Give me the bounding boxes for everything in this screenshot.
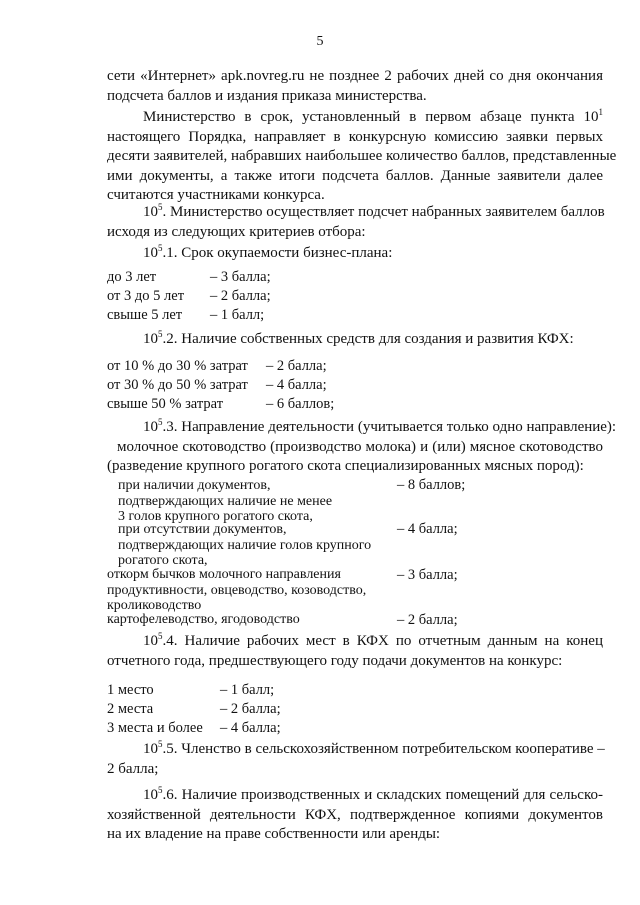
- criterion-4-title: [107, 632, 603, 671]
- criterion-1-row-2-value: – 2 балла;: [210, 288, 271, 304]
- criterion-3-item-4: [107, 612, 300, 628]
- criterion-3-item-3-line-1: откорм бычков молочного направления: [107, 567, 341, 582]
- criterion-3-item-3-line-2: продуктивности, овцеводство, козоводство,: [107, 582, 367, 598]
- clause-superscript: 5: [158, 202, 163, 212]
- paragraph-10-5-line-1-text: . Министерство осуществляет подсчет набранных заявителем баллов: [162, 204, 605, 220]
- criterion-3-line-3: (разведение крупного рогатого скота специализированных мясных пород):: [107, 458, 584, 474]
- criterion-1-row-3-value: – 1 балл;: [210, 307, 265, 323]
- criterion-2-title-line: [143, 330, 603, 350]
- clause-superscript: 5: [158, 243, 163, 253]
- criterion-3-title-line: [107, 417, 617, 438]
- criterion-6-title: [107, 786, 603, 845]
- criterion-3-item-1: [118, 478, 332, 525]
- criterion-5-title-line: [107, 740, 603, 760]
- paragraph-2-line-3: десяти заявителей, набравших наибольшее количество баллов, представленные: [107, 148, 617, 164]
- clause-number: 10: [143, 331, 158, 347]
- clause-number: 10: [143, 204, 158, 220]
- criterion-3-item-1-value: – 8 баллов;: [397, 477, 466, 493]
- criterion-2-row-3-value: – 6 баллов;: [266, 396, 335, 412]
- criterion-1-row-3-label: свыше 5 лет: [107, 307, 183, 323]
- paragraph-10-5-line-1: [107, 203, 603, 223]
- paragraph-1-line-1: сети «Интернет» apk.novreg.ru не позднее 2 рабочих дней со дня окончания: [107, 68, 603, 84]
- paragraph-2-line-5: считаются участниками конкурса.: [107, 187, 325, 203]
- criterion-2-title: [143, 330, 603, 350]
- clause-superscript: 5: [158, 329, 163, 339]
- clause-superscript: 5: [158, 631, 163, 641]
- criterion-3-line-2: молочное скотоводство (производство молока) и (или) мясное скотоводство: [117, 438, 603, 455]
- criterion-5-title: [107, 740, 603, 779]
- criterion-3-item-2-line-2: подтверждающих наличие голов крупного: [118, 537, 372, 553]
- criterion-3-item-4-value: – 2 балла;: [397, 612, 458, 628]
- criterion-4-row-2-label: 2 места: [107, 701, 154, 717]
- criterion-5-line-2: 2 балла;: [107, 760, 159, 777]
- paragraph-2: [107, 107, 617, 206]
- criterion-2-title-text: .2. Наличие собственных средств для создания и развития КФХ:: [162, 331, 574, 347]
- criterion-3-item-3-value: – 3 балла;: [397, 567, 458, 583]
- criterion-1-row-1-label: до 3 лет: [107, 269, 157, 285]
- criterion-3-item-1-line-2: подтверждающих наличие не менее: [118, 493, 333, 509]
- clause-number: 10: [143, 741, 158, 757]
- clause-number: 10: [143, 245, 158, 261]
- criterion-1-title-text: .1. Срок окупаемости бизнес-плана:: [162, 245, 393, 261]
- criterion-3-title-text: .3. Направление деятельности (учитывается только одно направление):: [162, 419, 617, 435]
- criterion-4-line-1-text: .4. Наличие рабочих мест в КФХ по отчетным данным на конец: [162, 633, 603, 649]
- clause-superscript: 5: [158, 785, 163, 795]
- criterion-6-title-line: [107, 786, 603, 806]
- page-number: 5: [316, 34, 324, 49]
- criterion-3-item-2-value: – 4 балла;: [397, 521, 458, 537]
- criterion-3-item-1-line-3: 3 голов крупного рогатого скота,: [118, 509, 313, 524]
- criterion-4-line-2: отчетного года, предшествующего году подачи документов на конкурс:: [107, 652, 563, 669]
- criterion-4-row-1-label: 1 место: [107, 682, 154, 698]
- clause-superscript: 5: [158, 739, 163, 749]
- criterion-3-item-3: [107, 567, 366, 614]
- criterion-6-line-3: на их владение на праве собственности или аренды:: [107, 826, 441, 842]
- clause-number: 10: [143, 419, 158, 435]
- clause-number: 10: [143, 787, 158, 803]
- criterion-2-row-2-label: от 30 % до 50 % затрат: [107, 377, 248, 393]
- criterion-1-row-1-value: – 3 балла;: [210, 269, 271, 285]
- criterion-1-title-line: [143, 244, 603, 264]
- criterion-2-row-3-label: свыше 50 % затрат: [107, 396, 224, 412]
- criterion-4-row-1-value: – 1 балл;: [220, 682, 275, 698]
- criterion-3-item-2-line-3: рогатого скота,: [118, 553, 208, 568]
- criterion-5-line-1-text: .5. Членство в сельскохозяйственном потребительском кооперативе –: [162, 741, 605, 757]
- paragraph-10-5-line-2: исходя из следующих критериев отбора:: [107, 223, 366, 240]
- criterion-4-row-2-value: – 2 балла;: [220, 701, 281, 717]
- criterion-3-item-3-line-3: кролиководство: [107, 598, 202, 613]
- criterion-1-row-2-label: от 3 до 5 лет: [107, 288, 185, 304]
- criterion-2-row-1-label: от 10 % до 30 % затрат: [107, 358, 248, 374]
- paragraph-2-line-4: ими документы, а также итоги подсчета баллов. Данные заявители далее: [107, 167, 603, 184]
- paragraph-1: [107, 67, 603, 106]
- criterion-6-line-1-text: .6. Наличие производственных и складских помещений для сельско-: [162, 787, 603, 803]
- criterion-3-item-2-line-1: при отсутствии документов,: [118, 522, 287, 537]
- clause-number: 10: [143, 633, 158, 649]
- criterion-6-line-2: хозяйственной деятельности КФХ, подтвержденное копиями документов: [107, 806, 603, 823]
- paragraph-2-line-2: настоящего Порядка, направляет в конкурсную комиссию заявки первых: [107, 128, 603, 145]
- paragraph-10-5: [107, 203, 603, 242]
- criterion-4-row-3-label: 3 места и более: [107, 720, 203, 736]
- paragraph-1-line-2: подсчета баллов и издания приказа министерства.: [107, 87, 427, 104]
- criterion-3-item-1-line-1: при наличии документов,: [118, 478, 271, 493]
- criterion-3-title: [107, 417, 617, 477]
- criterion-1-title: [143, 244, 603, 264]
- criterion-3-item-2: [118, 522, 371, 569]
- criterion-2-row-2-value: – 4 балла;: [266, 377, 327, 393]
- criterion-3-item-4-line-1: картофелеводство, ягодоводство: [107, 612, 300, 627]
- paragraph-2-line-1: [107, 108, 603, 128]
- criterion-4-row-3-value: – 4 балла;: [220, 720, 281, 736]
- paragraph-2-superscript: 1: [598, 107, 603, 117]
- paragraph-2-line-1-text: Министерство в срок, установленный в первом абзаце пункта 10: [143, 109, 599, 125]
- clause-superscript: 5: [158, 417, 163, 427]
- criterion-4-title-line: [107, 632, 603, 652]
- criterion-2-row-1-value: – 2 балла;: [266, 358, 327, 374]
